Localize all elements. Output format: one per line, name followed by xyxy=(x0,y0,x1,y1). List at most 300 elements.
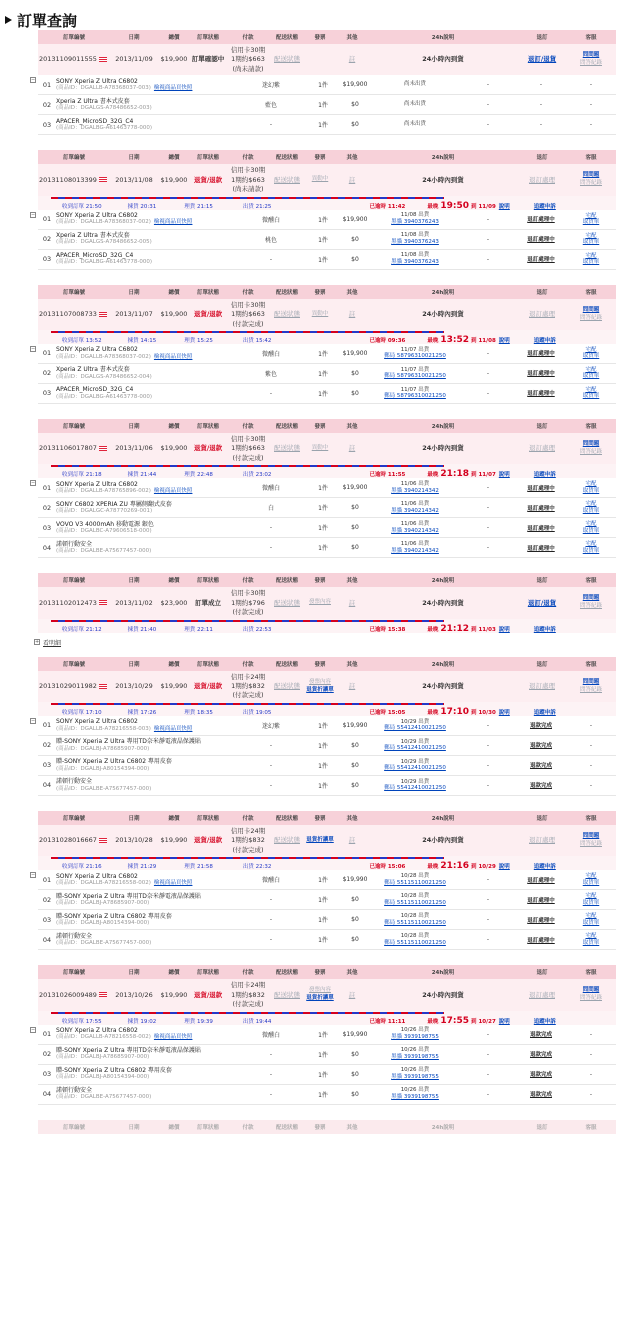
expand-icon[interactable]: + xyxy=(35,639,40,646)
item-status[interactable]: 退訂處理中 xyxy=(527,897,555,904)
item-row xyxy=(38,716,616,736)
column-header: 訂單編號 xyxy=(62,423,85,430)
ask-question-link[interactable]: 問問題 xyxy=(582,832,600,839)
other-note-link[interactable]: 註 xyxy=(348,836,356,845)
item-status[interactable]: 退訂處理中 xyxy=(527,257,555,264)
column-header: 日期 xyxy=(128,289,140,296)
column-header: 客服 xyxy=(585,815,597,822)
item-qty: 1件 xyxy=(318,390,328,398)
item-price: $0 xyxy=(351,255,359,263)
delivery-status-link[interactable]: 配送狀態 xyxy=(274,990,300,999)
item-id-line xyxy=(56,105,236,112)
item-id-line xyxy=(56,239,236,246)
explain-link[interactable]: 說明 xyxy=(498,472,510,479)
item-service[interactable] xyxy=(566,233,616,246)
ship-date: 10/29 出貨 xyxy=(400,718,430,725)
ship-date: 10/26 出貨 xyxy=(400,1047,430,1054)
tracking-link[interactable]: 黑貓 3940376243 xyxy=(391,259,439,266)
tracking-link[interactable]: 黑貓 3940376243 xyxy=(391,219,439,226)
item-shipping xyxy=(370,719,460,733)
service-line: 取貨單 xyxy=(582,547,600,554)
explain-link[interactable]: 說明 xyxy=(498,626,510,633)
item-status[interactable]: 退訂處理中 xyxy=(527,217,555,224)
qa-history-link[interactable]: 問答紀錄 xyxy=(579,314,602,321)
column-header: 24h說明 xyxy=(431,289,455,296)
invoice-link[interactable]: 發票內容 xyxy=(308,987,331,994)
order-number[interactable]: 20131029011982 xyxy=(38,671,110,702)
ship-date: 10/28 出貨 xyxy=(400,932,430,939)
ask-question-link[interactable]: 問問題 xyxy=(582,987,600,994)
column-header: 付款 xyxy=(242,578,254,585)
order-number[interactable]: 20131108013399 xyxy=(38,164,110,195)
service-line: 宅配 xyxy=(585,232,597,239)
item-status[interactable]: 退訂處理中 xyxy=(527,485,555,492)
item-name-cell xyxy=(56,718,236,732)
item-status[interactable]: 退訂處理中 xyxy=(527,917,555,924)
refund-button[interactable]: 退訂處理 xyxy=(529,175,555,184)
tracking-link[interactable]: 郵局 55115110021250 xyxy=(384,939,446,946)
service-line: 宅配 xyxy=(585,913,597,920)
service-line: 取貨單 xyxy=(582,507,600,514)
item-id: (商品ID：DGALLB-A78368037-002) xyxy=(56,219,151,226)
column-header: 24h說明 xyxy=(431,1124,455,1131)
item-service[interactable] xyxy=(566,253,616,266)
item-id: (商品ID：DGALGS-A78486652-005) xyxy=(56,239,152,246)
item-extra: - xyxy=(486,721,490,729)
item-spec: 微醺白 xyxy=(261,216,280,224)
item-service[interactable] xyxy=(566,213,616,226)
refund-button[interactable]: 退訂處理 xyxy=(529,444,555,453)
snapshot-link[interactable]: 檢視商品頁快照 xyxy=(153,880,193,886)
item-name: SONY Xperia Z Ultra C6802 xyxy=(56,346,138,354)
item-status[interactable]: 退款完成 xyxy=(529,1072,552,1078)
flag-icon xyxy=(99,57,107,62)
ask-question-link[interactable]: 問問題 xyxy=(582,678,600,685)
column-header: 其他 xyxy=(346,35,358,41)
item-id: (商品ID：DGALBJ-A78685907-000) xyxy=(56,900,150,906)
ship-date: 尚未出貨 xyxy=(403,81,426,88)
item-service[interactable] xyxy=(566,347,616,360)
column-header: 24h說明 xyxy=(431,155,455,162)
item-spec: 藍色 xyxy=(264,102,277,110)
ask-question-link[interactable]: 問問題 xyxy=(582,595,600,602)
explain-link[interactable]: 說明 xyxy=(498,864,510,871)
invoice-cell xyxy=(304,299,336,330)
explain-link[interactable]: 說明 xyxy=(498,709,510,716)
item-qty: 1件 xyxy=(318,370,328,378)
promise-arrive: 到 10/29 xyxy=(471,864,496,871)
delivery-status-link[interactable]: 配送狀態 xyxy=(274,55,300,64)
order-status: 退貨/退款 xyxy=(193,990,223,999)
column-header: 退訂 xyxy=(536,155,548,162)
payment-line: 1期約$663 xyxy=(231,175,265,184)
qa-history-link[interactable]: 問答紀錄 xyxy=(579,60,602,67)
order-number[interactable]: 20131102012473 xyxy=(38,587,110,618)
delivery-status-link[interactable]: 配送狀態 xyxy=(274,444,300,453)
item-price: $0 xyxy=(351,1070,359,1078)
qa-history-link[interactable]: 問答紀錄 xyxy=(579,449,602,456)
order-total: $23,900 xyxy=(160,598,188,607)
track-complaint-link[interactable]: 追蹤申訴 xyxy=(533,337,556,344)
item-extra: - xyxy=(486,876,490,884)
item-status[interactable]: 退訂處理中 xyxy=(527,371,555,378)
ask-question-link[interactable]: 問問題 xyxy=(582,172,600,179)
item-qty: 1件 xyxy=(318,1051,328,1059)
item-spec: 微醺白 xyxy=(261,877,280,885)
item-status[interactable]: 退訂處理中 xyxy=(527,525,555,532)
timeline-shipped: 出貨 21:25 xyxy=(242,203,272,210)
tracking-link[interactable]: 郵局 55412410021250 xyxy=(384,785,446,792)
ship-date: 11/07 出貨 xyxy=(400,386,430,393)
item-extra: - xyxy=(486,484,490,492)
tracking-link[interactable]: 黑貓 3939198755 xyxy=(391,1074,439,1080)
refund-button[interactable]: 退訂處理 xyxy=(529,990,555,999)
tracking-link[interactable]: 黑貓 3939198755 xyxy=(391,1034,439,1040)
order-number[interactable]: 20131106017807 xyxy=(38,433,110,464)
column-header: 配送狀態 xyxy=(275,661,298,668)
item-qty: 1件 xyxy=(318,545,328,553)
column-header: 退訂 xyxy=(536,1124,548,1131)
collapse-toggle-icon[interactable]: − xyxy=(31,717,36,724)
qa-history-link[interactable]: 問答紀錄 xyxy=(579,603,602,610)
item-status[interactable]: 退訂處理中 xyxy=(527,877,555,884)
item-status[interactable]: 退訂處理中 xyxy=(527,351,555,358)
ask-question-link[interactable]: 問問題 xyxy=(582,52,600,59)
ship-date: 10/29 出貨 xyxy=(400,758,430,765)
item-qty: 1件 xyxy=(318,917,328,925)
item-name-cell xyxy=(56,933,236,947)
item-spec: 桃色 xyxy=(264,236,277,244)
item-row xyxy=(38,538,616,558)
column-header: 退訂 xyxy=(536,35,548,41)
item-price: $0 xyxy=(351,389,359,397)
item-shipping xyxy=(370,779,460,793)
item-service[interactable] xyxy=(566,873,616,886)
item-shipping xyxy=(370,212,460,226)
order-number[interactable]: 20131109011555 xyxy=(38,44,110,75)
item-id-line xyxy=(56,726,236,733)
collapse-toggle-icon[interactable]: − xyxy=(31,1026,36,1033)
item-shipping xyxy=(370,739,460,753)
snapshot-link[interactable]: 檢視商品頁快照 xyxy=(153,85,193,92)
service-line: 取貨單 xyxy=(582,393,600,400)
ask-question-link[interactable]: 問問題 xyxy=(582,306,600,313)
timeline-progress-bar xyxy=(51,620,444,622)
item-status[interactable]: 退款完成 xyxy=(529,723,552,730)
timeline-processing: 理貨 22:48 xyxy=(184,472,213,479)
fulfillment-timeline xyxy=(38,330,616,344)
track-complaint-link[interactable]: 追蹤申訴 xyxy=(533,1018,556,1025)
item-status[interactable]: 退款完成 xyxy=(529,763,552,770)
item-price: $0 xyxy=(351,896,359,904)
item-status[interactable]: 退訂處理中 xyxy=(527,237,555,244)
payment-info xyxy=(226,671,270,702)
delivery-status-link[interactable]: 配送狀態 xyxy=(274,310,300,319)
item-status[interactable]: 退款完成 xyxy=(529,783,552,790)
allowance-link[interactable]: 退貨折讓單 xyxy=(306,686,334,693)
order-header-row xyxy=(38,419,616,433)
invoice-link[interactable]: 異動中 xyxy=(311,310,329,317)
explain-link[interactable]: 說明 xyxy=(498,337,510,344)
item-extra: - xyxy=(486,215,490,223)
item-service[interactable] xyxy=(566,893,616,906)
other-note-link[interactable]: 註 xyxy=(348,598,356,607)
tracking-link[interactable]: 郵局 58796310021250 xyxy=(384,373,446,380)
payment-info xyxy=(226,587,270,618)
order-items xyxy=(31,344,616,404)
column-header: 付款 xyxy=(242,661,254,668)
item-name: SONY Xperia Z Ultra C6802 xyxy=(56,718,138,726)
tracking-link[interactable]: 黑貓 3940214342 xyxy=(391,487,439,494)
tracking-link[interactable]: 黑貓 3940376243 xyxy=(391,239,439,246)
collapse-toggle-icon[interactable]: − xyxy=(31,480,36,487)
collapse-toggle-icon[interactable]: − xyxy=(31,345,36,352)
item-id-line xyxy=(56,528,236,535)
ship-date: 11/07 出貨 xyxy=(400,346,430,353)
other-note-link[interactable]: 註 xyxy=(348,55,356,64)
column-header: 其他 xyxy=(346,289,358,296)
tracking-link[interactable]: 黑貓 3940214342 xyxy=(391,507,439,514)
other-note-link[interactable]: 註 xyxy=(348,444,356,453)
delivery-status-link[interactable]: 配送狀態 xyxy=(274,598,300,607)
item-name-cell xyxy=(56,481,236,495)
explain-link[interactable]: 說明 xyxy=(498,1018,510,1025)
timeline-shipped: 出貨 22:53 xyxy=(242,626,272,633)
tracking-link[interactable]: 黑貓 3939198755 xyxy=(391,1094,439,1100)
item-service[interactable] xyxy=(566,913,616,926)
column-header: 配送狀態 xyxy=(275,35,298,41)
item-name: 諾頓行動安全 xyxy=(56,1086,93,1094)
invoice-link[interactable]: 發票內容 xyxy=(308,678,331,685)
snapshot-link[interactable]: 檢視商品頁快照 xyxy=(153,488,193,495)
item-service[interactable] xyxy=(566,481,616,494)
delivery-status-link[interactable]: 配送狀態 xyxy=(274,836,300,845)
item-service[interactable] xyxy=(566,541,616,554)
item-price: $0 xyxy=(351,916,359,924)
item-service[interactable] xyxy=(566,387,616,400)
tracking-link[interactable]: 郵局 55412410021250 xyxy=(384,765,446,772)
refund-button[interactable]: 退訂處理 xyxy=(529,836,555,845)
invoice-cell xyxy=(304,825,336,856)
item-name: SONY C6802 XPERIA ZU 專屬側翻式皮套 xyxy=(56,500,172,508)
qa-history-link[interactable]: 問答紀錄 xyxy=(579,995,602,1002)
column-header: 訂單編號 xyxy=(62,35,85,41)
tracking-link[interactable]: 黑貓 3940214342 xyxy=(391,547,439,554)
item-id-line xyxy=(56,786,236,793)
item-service xyxy=(566,762,616,769)
item-extra: - xyxy=(486,1090,490,1098)
item-price: $19,900 xyxy=(342,215,368,223)
item-id: (商品ID：DGALLB-A78368037-002) xyxy=(56,353,151,360)
snapshot-link[interactable]: 檢視商品頁快照 xyxy=(153,1034,193,1041)
item-id: (商品ID：DGALGS-A78486652-003) xyxy=(56,105,152,112)
allowance-link[interactable]: 退貨折讓單 xyxy=(306,836,334,843)
order-date: 2013/11/09 xyxy=(115,55,153,64)
refund-button[interactable]: 退訂處理 xyxy=(529,682,555,690)
ship-date: 11/07 出貨 xyxy=(400,366,430,373)
qa-history-link[interactable]: 問答紀錄 xyxy=(579,686,602,693)
item-id-line xyxy=(56,488,236,495)
item-number: 01 xyxy=(42,80,52,89)
expand-details-label[interactable]: 看明細 xyxy=(43,639,62,647)
collapse-toggle-icon[interactable]: − xyxy=(31,77,36,84)
item-status[interactable]: 退訂處理中 xyxy=(527,545,555,552)
other-note-link[interactable]: 註 xyxy=(348,990,356,999)
service-line: - xyxy=(589,781,593,789)
item-service[interactable] xyxy=(566,521,616,534)
item-status[interactable]: 退訂處理中 xyxy=(527,937,555,944)
ask-question-link[interactable]: 問問題 xyxy=(582,440,600,447)
flag-icon xyxy=(99,177,107,182)
tracking-link[interactable]: 郵局 55412410021250 xyxy=(384,745,446,752)
refund-button[interactable]: 退訂/退貨 xyxy=(527,598,557,607)
invoice-link[interactable]: 發票內容 xyxy=(308,599,331,606)
allowance-link[interactable]: 退貨折讓單 xyxy=(306,995,334,1002)
timeline-late: 已逾時 15:05 xyxy=(369,709,406,716)
item-status[interactable]: 退款完成 xyxy=(529,1032,552,1038)
timeline-shipped: 出貨 22:32 xyxy=(242,864,272,871)
item-status[interactable]: 退訂處理中 xyxy=(527,391,555,398)
order-header-row xyxy=(38,30,616,44)
explain-link[interactable]: 說明 xyxy=(498,203,510,210)
delivery-status-link[interactable]: 配送狀態 xyxy=(274,682,300,690)
other-note-link[interactable]: 註 xyxy=(348,175,356,184)
order-date: 2013/10/26 xyxy=(115,990,153,999)
item-price: $19,990 xyxy=(342,876,368,884)
payment-line: 1期約$832 xyxy=(231,682,265,690)
item-status[interactable]: 退款完成 xyxy=(529,1092,552,1098)
tracking-link[interactable]: 郵局 58796310021250 xyxy=(384,393,446,400)
item-id-line xyxy=(56,125,236,132)
snapshot-link[interactable]: 檢視商品頁快照 xyxy=(153,219,193,226)
column-header: 24h說明 xyxy=(431,423,455,430)
qa-history-link[interactable]: 問答紀錄 xyxy=(579,180,602,187)
tracking-link[interactable]: 郵局 55115110021250 xyxy=(384,919,446,926)
item-qty: 1件 xyxy=(318,216,328,224)
timeline-received: 收到訂單 17:10 xyxy=(62,709,102,716)
column-header: 總價 xyxy=(168,423,180,430)
order-number[interactable]: 20131107008733 xyxy=(38,299,110,330)
track-complaint-link[interactable]: 追蹤申訴 xyxy=(533,626,556,633)
timeline-received: 收到訂單 21:18 xyxy=(62,472,102,479)
item-service xyxy=(566,1031,616,1038)
column-header: 24h說明 xyxy=(431,578,455,585)
item-extra: - xyxy=(486,101,490,109)
track-complaint-link[interactable]: 追蹤申訴 xyxy=(533,709,556,716)
column-header: 付款 xyxy=(242,970,254,977)
tracking-link[interactable]: 黑貓 3939198755 xyxy=(391,1054,439,1060)
flag-icon xyxy=(99,838,107,843)
column-header: 訂單狀態 xyxy=(196,35,219,41)
item-status[interactable]: 退訂處理中 xyxy=(527,505,555,512)
ship-date: 11/08 出貨 xyxy=(400,212,430,219)
payment-line: 信用卡30期 xyxy=(230,46,266,54)
timeline-picking: 揀貨 21:40 xyxy=(127,626,157,633)
item-extra: - xyxy=(486,1070,490,1078)
item-id: (商品ID：DGALLB-A78216558-002) xyxy=(56,880,151,886)
tracking-link[interactable]: 郵局 55115110021250 xyxy=(384,879,446,886)
service-line: 取貨單 xyxy=(582,487,600,494)
tracking-link[interactable]: 黑貓 3940214342 xyxy=(391,527,439,534)
delivery-status-link[interactable]: 配送狀態 xyxy=(274,175,300,184)
track-complaint-link[interactable]: 追蹤申訴 xyxy=(533,864,556,871)
expand-details[interactable] xyxy=(34,638,640,647)
other-note-link[interactable]: 註 xyxy=(348,310,356,319)
promise-time: 17:10 xyxy=(440,706,470,717)
invoice-link[interactable]: 異動中 xyxy=(311,176,329,183)
item-number: 04 xyxy=(42,543,52,552)
invoice-link[interactable]: 異動中 xyxy=(311,445,329,452)
order-date: 2013/11/07 xyxy=(115,310,153,319)
item-shipping xyxy=(370,481,460,495)
promise-arrive: 到 11/09 xyxy=(471,203,496,210)
item-status[interactable]: 退款完成 xyxy=(529,1052,552,1058)
item-service[interactable] xyxy=(566,933,616,946)
collapse-toggle-icon[interactable]: − xyxy=(31,872,36,879)
column-header: 24h說明 xyxy=(431,970,455,977)
order-block xyxy=(31,30,616,135)
timeline-processing: 理貨 18:35 xyxy=(184,709,213,716)
tracking-link[interactable]: 郵局 58796310021250 xyxy=(384,353,446,360)
column-header: 日期 xyxy=(128,155,140,162)
tracking-link[interactable]: 郵局 55412410021250 xyxy=(384,725,446,732)
service-cell xyxy=(566,164,616,195)
item-service[interactable] xyxy=(566,367,616,380)
track-complaint-link[interactable]: 追蹤申訴 xyxy=(533,472,556,479)
order-block xyxy=(31,965,616,1104)
column-header: 付款 xyxy=(242,289,254,296)
other-note-link[interactable]: 註 xyxy=(348,682,356,690)
snapshot-link[interactable]: 檢視商品頁快照 xyxy=(153,725,193,732)
promise-label: 最晚 xyxy=(427,203,439,210)
column-header: 24h說明 xyxy=(431,661,455,668)
fulfillment-timeline xyxy=(38,702,616,716)
item-number: 01 xyxy=(42,349,52,358)
service-cell xyxy=(566,979,616,1010)
column-header: 總價 xyxy=(168,289,180,296)
collapse-toggle-icon[interactable]: − xyxy=(31,211,36,218)
service-line: - xyxy=(589,741,593,749)
refund-button[interactable]: 退訂/退貨 xyxy=(527,55,557,64)
item-spec: - xyxy=(269,896,273,904)
invoice-cell xyxy=(304,979,336,1010)
qa-history-link[interactable]: 問答紀錄 xyxy=(579,841,602,848)
item-name: 贈-SONY Xperia Z Ultra C6802 專用皮套 xyxy=(56,912,172,920)
item-name: APACER_MicroSD_32G_C4 xyxy=(56,251,134,259)
item-shipping xyxy=(370,759,460,773)
item-number: 01 xyxy=(42,721,52,730)
item-name-cell xyxy=(56,1067,236,1081)
order-number[interactable]: 20131028016667 xyxy=(38,825,110,856)
item-service[interactable] xyxy=(566,501,616,514)
column-header: 配送狀態 xyxy=(275,815,298,822)
service-line: - xyxy=(589,1070,593,1078)
column-header: 其他 xyxy=(346,815,358,822)
refund-button[interactable]: 退訂處理 xyxy=(529,310,555,319)
track-complaint-link[interactable]: 追蹤申訴 xyxy=(533,203,556,210)
item-number: 02 xyxy=(42,895,52,904)
snapshot-link[interactable]: 檢視商品頁快照 xyxy=(153,353,193,360)
order-number[interactable]: 20131026009489 xyxy=(38,979,110,1010)
item-extra: - xyxy=(486,235,490,243)
item-status[interactable]: 退款完成 xyxy=(529,743,552,750)
order-status: 訂單成立 xyxy=(195,598,221,607)
tracking-link[interactable]: 郵局 55115110021250 xyxy=(384,899,446,906)
service-line: 取貨單 xyxy=(582,939,600,946)
item-name: Xperia Z Ultra 書本式皮套 xyxy=(56,231,130,239)
column-header: 客服 xyxy=(585,423,597,430)
item-service xyxy=(566,1071,616,1078)
